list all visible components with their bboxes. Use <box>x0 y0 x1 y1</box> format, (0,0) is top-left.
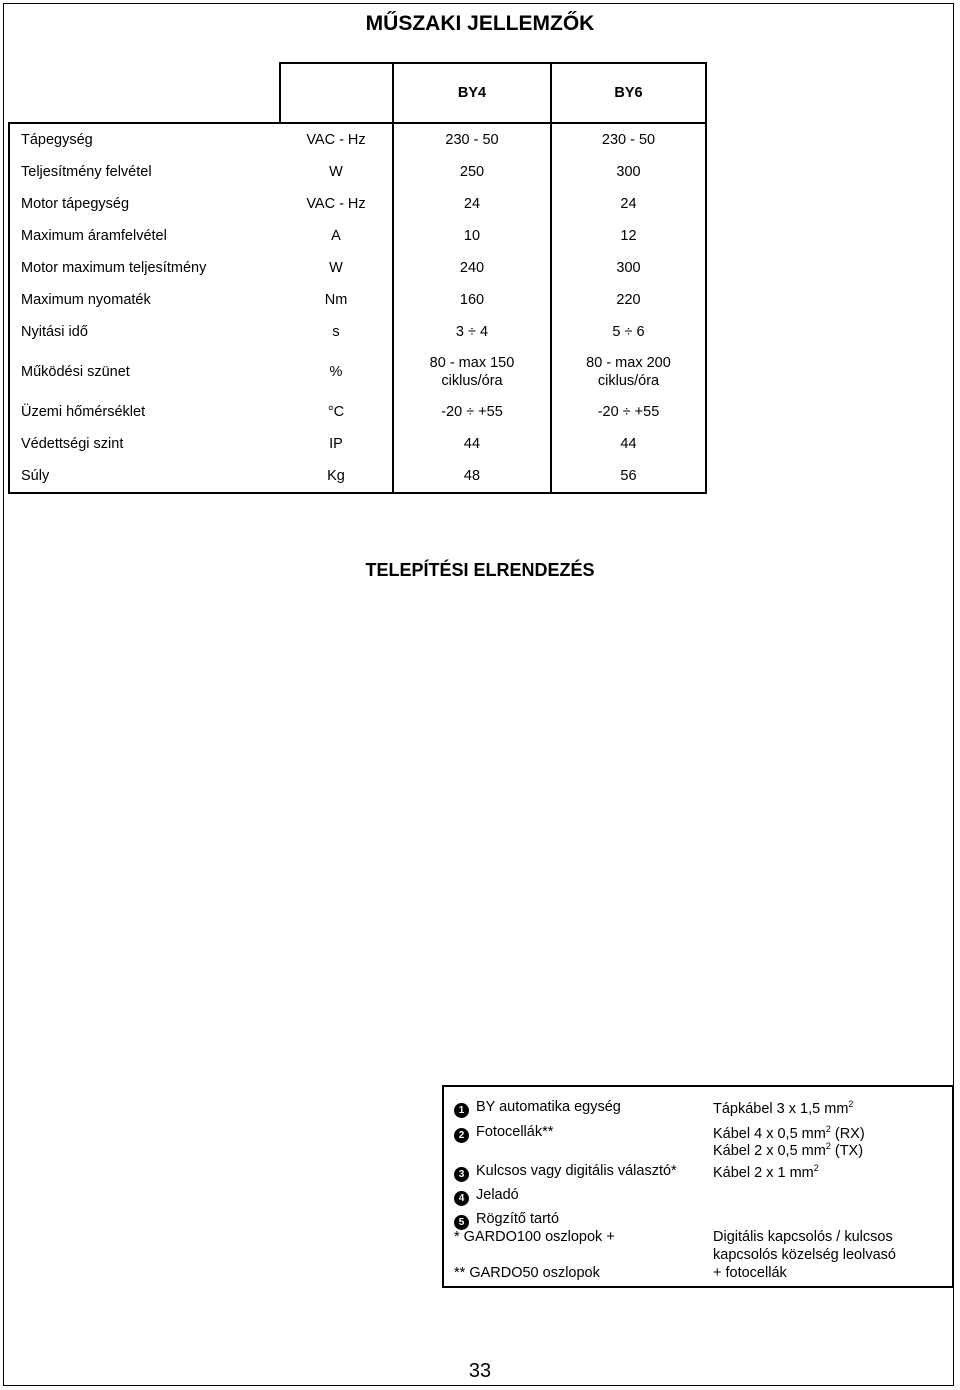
spec-unit: W <box>329 164 343 180</box>
installation-section-title: TELEPÍTÉSI ELRENDEZÉS <box>365 560 595 580</box>
spec-row <box>9 220 706 252</box>
specs-table <box>8 62 707 494</box>
spec-row <box>9 188 706 220</box>
legend-cable <box>713 1141 863 1159</box>
legend-cable-superscript: 2 <box>825 1124 831 1134</box>
spec-value-by4: 10 <box>393 220 551 252</box>
installation-legend <box>442 1085 954 1288</box>
legend-cable-superscript: 2 <box>848 1099 854 1109</box>
legend-cable-superscript: 2 <box>825 1141 831 1151</box>
legend-item-label: Fotocellák** <box>476 1124 554 1140</box>
legend-cable <box>713 1099 853 1117</box>
spec-unit: s <box>332 324 340 340</box>
spec-label: Tápegység <box>9 123 280 156</box>
spec-unit: °C <box>327 404 345 420</box>
legend-item <box>454 1187 519 1206</box>
spec-unit: % <box>329 364 343 380</box>
spec-unit: A <box>331 228 341 244</box>
spec-label: Üzemi hőmérséklet <box>9 396 280 428</box>
spec-label: Motor tápegység <box>9 188 280 220</box>
spec-unit: Nm <box>324 292 348 308</box>
spec-row <box>9 156 706 188</box>
spec-row <box>9 284 706 316</box>
spec-value-by6: 56 <box>551 460 706 493</box>
legend-item <box>454 1124 553 1143</box>
spec-value-by6: -20 ÷ +55 <box>551 396 706 428</box>
spec-row <box>9 123 706 156</box>
spec-value-by6: 220 <box>551 284 706 316</box>
spec-unit: VAC - Hz <box>280 123 393 156</box>
spec-row <box>9 348 706 396</box>
spec-row <box>9 252 706 284</box>
page-title: MŰSZAKI JELLEMZŐK <box>365 12 595 35</box>
spec-value-by6: 5 ÷ 6 <box>551 316 706 348</box>
spec-value-by4: 240 <box>393 252 551 284</box>
specs-header-row <box>9 63 706 123</box>
legend-number-badge: 5 <box>454 1215 469 1230</box>
legend-cable-suffix: (TX) <box>830 1142 864 1159</box>
spec-value-by4: 3 ÷ 4 <box>393 316 551 348</box>
spec-label: Teljesítmény felvétel <box>9 156 280 188</box>
spec-value-by4: -20 ÷ +55 <box>393 396 551 428</box>
spec-unit: VAC - Hz <box>306 196 366 212</box>
legend-cable-text: Tápkábel 3 x 1,5 mm <box>713 1100 849 1117</box>
legend-note-gardo50: ** GARDO50 oszlopok <box>454 1265 600 1281</box>
model-by6-header: BY6 <box>551 63 706 123</box>
spec-value-by6: 230 - 50 <box>551 123 706 156</box>
spec-value-by4: 48 <box>393 460 551 493</box>
legend-cable-text: Kábel 2 x 1 mm <box>713 1164 814 1181</box>
spec-row <box>9 316 706 348</box>
legend-item <box>454 1099 621 1118</box>
legend-item-label: Rögzítő tartó <box>476 1211 560 1227</box>
legend-item-label: BY automatika egység <box>476 1099 621 1115</box>
legend-note-gardo100: * GARDO100 oszlopok + <box>454 1229 615 1245</box>
spec-row <box>9 396 706 428</box>
spec-label: Nyitási idő <box>9 316 280 348</box>
spec-value-by6: 44 <box>551 428 706 460</box>
model-by4-header: BY4 <box>393 63 551 123</box>
spec-label: Motor maximum teljesítmény <box>9 252 280 284</box>
legend-cable-text: Kábel 2 x 0,5 mm <box>713 1142 826 1159</box>
spec-value-by6: 12 <box>551 220 706 252</box>
spec-value-by4: 80 - max 150 ciklus/óra <box>393 348 551 396</box>
spec-value-by4: 250 <box>393 156 551 188</box>
spec-value-by6: 24 <box>551 188 706 220</box>
legend-number-badge: 3 <box>454 1167 469 1182</box>
legend-cable-suffix: (RX) <box>830 1125 865 1142</box>
legend-note-right-line2: kapcsolós közelség leolvasó <box>713 1247 896 1263</box>
legend-number-badge: 1 <box>454 1103 469 1118</box>
spec-value-by4: 44 <box>393 428 551 460</box>
legend-cable <box>713 1163 819 1181</box>
legend-item <box>454 1163 677 1182</box>
legend-item-label: Jeladó <box>476 1187 519 1203</box>
spec-label: Működési szünet <box>9 348 280 396</box>
spec-value-by4: 160 <box>393 284 551 316</box>
legend-note-right-line1: Digitális kapcsolós / kulcsos <box>713 1229 893 1245</box>
legend-number-badge: 2 <box>454 1128 469 1143</box>
legend-number-badge: 4 <box>454 1191 469 1206</box>
spec-row <box>9 428 706 460</box>
spec-value-by4: 24 <box>393 188 551 220</box>
spec-value-by6: 300 <box>551 252 706 284</box>
spec-label: Súly <box>9 460 280 493</box>
legend-item-label: Kulcsos vagy digitális választó* <box>476 1163 677 1179</box>
spec-unit: W <box>329 260 343 276</box>
legend-note-right-line3: + fotocellák <box>713 1265 787 1281</box>
legend-cable-text: Kábel 4 x 0,5 mm <box>713 1125 826 1142</box>
spec-unit: IP <box>329 436 343 452</box>
spec-value-by6: 80 - max 200 ciklus/óra <box>551 348 706 396</box>
legend-item <box>454 1211 559 1230</box>
spec-unit: Kg <box>280 460 393 493</box>
legend-cable <box>713 1124 865 1142</box>
spec-label: Maximum áramfelvétel <box>9 220 280 252</box>
spec-label: Maximum nyomaték <box>9 284 280 316</box>
page-number: 33 <box>468 1360 492 1382</box>
spec-label: Védettségi szint <box>9 428 280 460</box>
spec-value-by4: 230 - 50 <box>393 123 551 156</box>
legend-cable-superscript: 2 <box>813 1163 819 1173</box>
spec-value-by6: 300 <box>551 156 706 188</box>
spec-row <box>9 460 706 493</box>
